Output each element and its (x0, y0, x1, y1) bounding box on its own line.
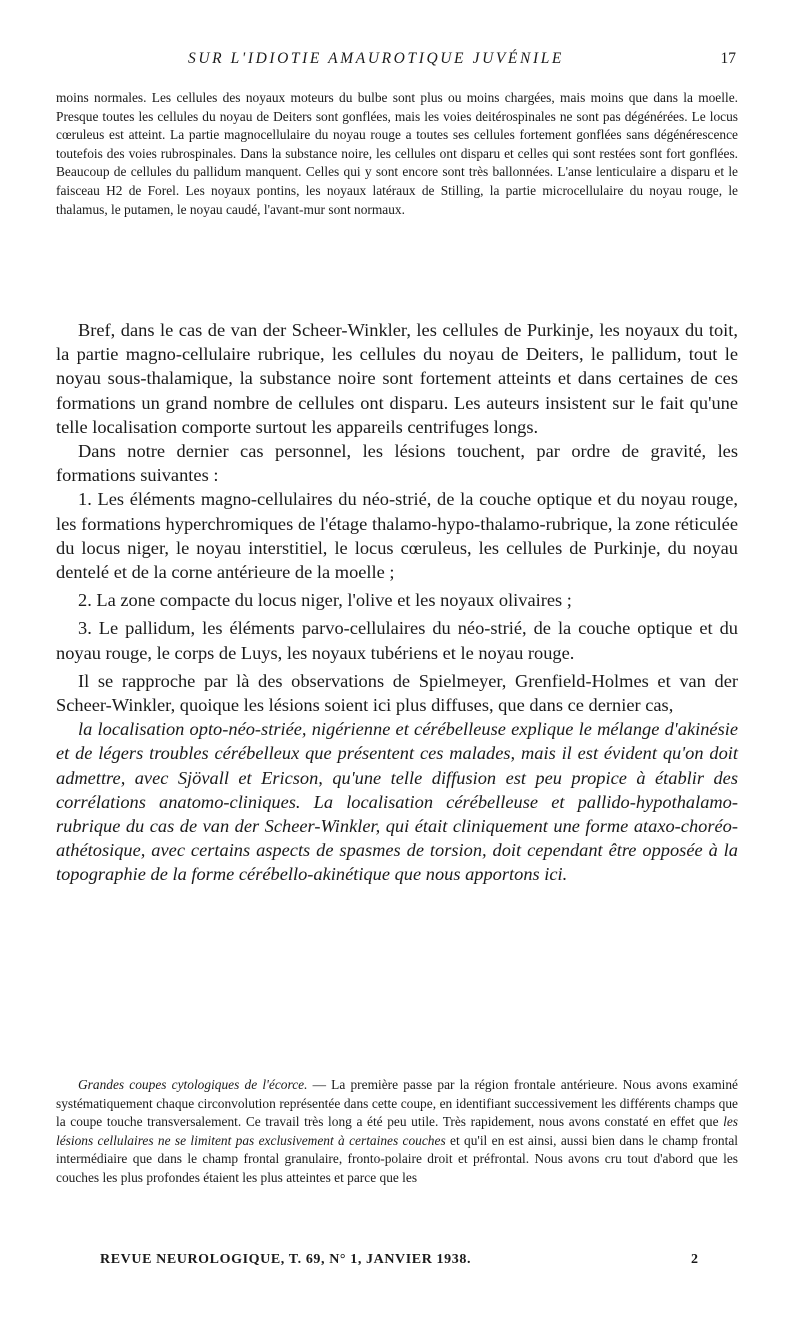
note-paragraph (56, 1076, 738, 1188)
note-emphasis: les lésions cellulaires ne se limitent pas exclusivement à certaines couches (56, 1114, 738, 1148)
note-heading: Grandes coupes cytologiques de l'écorce. (78, 1077, 308, 1092)
page-footer (100, 1252, 698, 1272)
note-text-a: — La première passe par la région frontale antérieure. Nous avons examiné systématiquement chaque circonvolution représentée dans cette coupe, en identifiant successivement les différents champs que la coupe touche transversalement. Ce travail très long a été peu utile. Très rapidement, nous avons constaté en effet que (56, 1077, 738, 1130)
paragraph-comparison: Il se rapproche par là des observations de Spielmeyer, Grenfield-Holmes et van der Scheer-Winkler, quoique les lésions soient ici plus diffuses, que dans ce dernier cas, (56, 670, 738, 716)
main-text (56, 318, 738, 887)
note-text (56, 1076, 738, 1188)
list-item-1: 1. Les éléments magno-cellulaires du néo-strié, de la couche optique et du noyau rouge, les formations hyperchromiques de l'étage thalamo-hypo-thalamo-rubrique, la zone réticulée du locus niger, le noyau interstitiel, le locus cœruleus, les cellules de Purkinje, du noyau dentelé et de la corne antérieure de la moelle ; (56, 489, 738, 583)
signature-mark: 2 (691, 1252, 698, 1267)
note-text-b: et qu'il en est ainsi, aussi bien dans le champ frontal intermédiaire que dans le champ frontal granulaire, fronto-polaire droit et préfrontal. Nous avons cru tout d'abord que les couches les plus profondes étaient les plus atteintes et parce que les (56, 1132, 738, 1185)
paragraph-text: moins normales. Les cellules des noyaux moteurs du bulbe sont plus ou moins chargées, mais moins que dans la moelle. Presque toutes les cellules du noyau de Deiters sont gonflées, mais les voies deitérospinales ne sont pas dégénérées. Le locus cœruleus est atteint. La partie magnocellulaire du noyau rouge a toutes ses cellules fortement gonflées sans dégénérescence toutefois des voies rubrospinales. Dans la substance noire, les cellules ont disparu et celles qui sont restées sont fort gonflées. Beaucoup de cellules du pallidum manquent. Celles qui y sont encore sont très ballonnées. L'anse lenticulaire a disparu et le faisceau H2 de Forel. Les noyaux pontins, les noyaux latéraux de Stilling, la partie microcellulaire du noyau rouge, le thalamus, le putamen, le noyau caudé, l'avant-mur sont normaux. (56, 90, 738, 217)
paragraph-intro-list: Dans notre dernier cas personnel, les lésions touchent, par ordre de gravité, les formations suivantes : (56, 441, 738, 486)
paragraph-italic-conclusion: la localisation opto-néo-striée, nigérienne et cérébelleuse explique le mélange d'akinésie et de légers troubles cérébelleux que présentent ces malades, mais il est évident qu'on doit admettre, avec Sjövall et Ericson, qu'une telle diffusion est peu propice à établir des corrélations anatomo-cliniques. La localisation cérébelleuse et pallido-hypothalamo-rubrique du cas de van der Scheer-Winkler, qui était cliniquement une forme ataxo-choréo-athétosique, avec certains aspects de spasmes de torsion, doit cependant être opposée à la topographie de la forme cérébello-akinétique que nous apportons ici. (56, 719, 738, 885)
running-title: SUR L'IDIOTIE AMAUROTIQUE JUVÉNILE (188, 50, 564, 67)
paragraph-summary: Bref, dans le cas de van der Scheer-Winkler, les cellules de Purkinje, les noyaux du toit, la partie magno-cellulaire rubrique, les cellules du noyau de Deiters, le pallidum, tout le noyau sous-thalamique, la substance noire sont fortement atteints et dans certaines de ces formations un grand nombre de cellules ont disparu. Les auteurs insistent sur le fait qu'une telle localisation comporte surtout les appareils centrifuges longs. (56, 320, 738, 437)
list-item-3: 3. Le pallidum, les éléments parvo-cellulaires du néo-strié, de la couche optique et du noyau rouge, le corps de Luys, les noyaux tubériens et le noyau rouge. (56, 618, 738, 663)
page-number: 17 (720, 50, 736, 67)
journal-citation: REVUE NEUROLOGIQUE, T. 69, N° 1, JANVIER 1938. (100, 1252, 472, 1267)
running-header (56, 50, 736, 72)
small-print-paragraph (56, 89, 738, 219)
list-item-2: 2. La zone compacte du locus niger, l'olive et les noyaux olivaires ; (78, 590, 572, 611)
